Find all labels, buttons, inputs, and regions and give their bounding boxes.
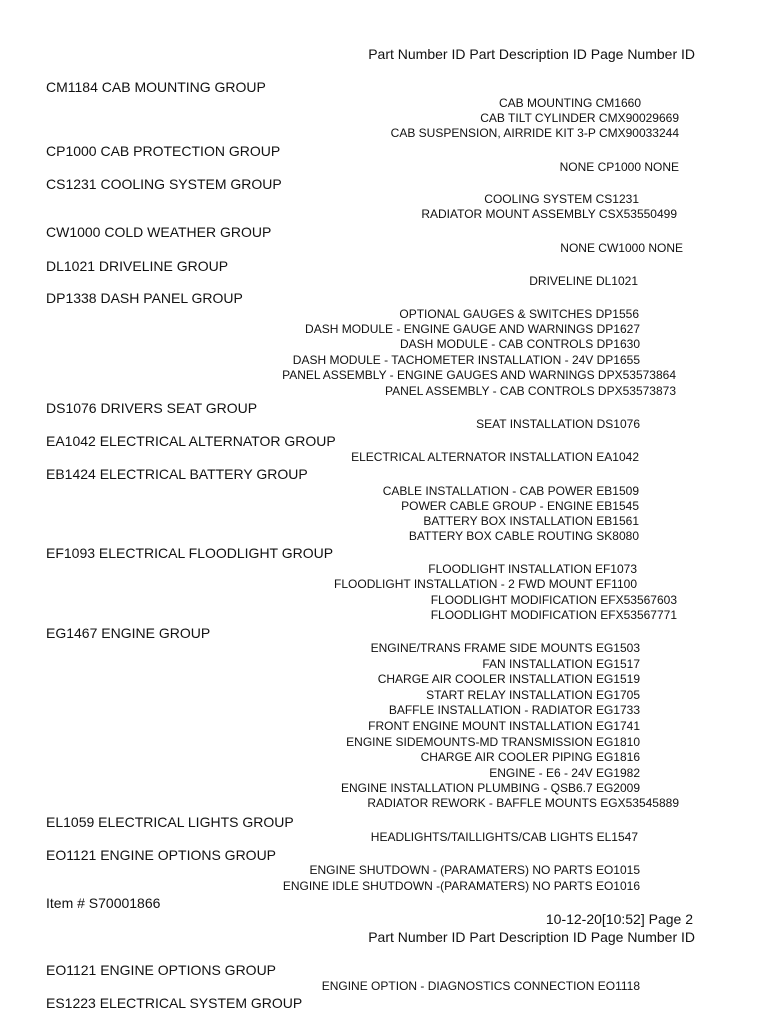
part-line: ENGINE SIDEMOUNTS-MD TRANSMISSION EG1810	[346, 735, 640, 749]
part-line: START RELAY INSTALLATION EG1705	[426, 688, 640, 702]
part-line: ELECTRICAL ALTERNATOR INSTALLATION EA1042	[351, 450, 639, 464]
part-line: DASH MODULE - CAB CONTROLS DP1630	[399, 337, 640, 351]
part-line: BAFFLE INSTALLATION - RADIATOR EG1733	[388, 703, 640, 717]
group-title: CP1000 CAB PROTECTION GROUP	[46, 143, 281, 159]
part-line: ENGINE IDLE SHUTDOWN -(PARAMATERS) NO PARTS EO1016	[282, 879, 640, 893]
part-line: ENGINE OPTION - DIAGNOSTICS CONNECTION EO1118	[321, 979, 640, 993]
column-header: Part Number ID Part Description ID Page Number ID	[368, 46, 695, 62]
group-title: EF1093 ELECTRICAL FLOODLIGHT GROUP	[46, 545, 334, 561]
group-title: EB1424 ELECTRICAL BATTERY GROUP	[46, 466, 308, 482]
part-line: RADIATOR REWORK - BAFFLE MOUNTS EGX53545889	[367, 796, 679, 810]
group-title: CW1000 COLD WEATHER GROUP	[46, 224, 272, 240]
part-line: CAB SUSPENSION, AIRRIDE KIT 3-P CMX90033244	[390, 126, 679, 140]
part-line: CAB TILT CYLINDER CMX90029669	[480, 111, 679, 125]
part-line: ENGINE SHUTDOWN - (PARAMATERS) NO PARTS EO1015	[309, 863, 640, 877]
part-line: OPTIONAL GAUGES & SWITCHES DP1556	[399, 307, 639, 321]
part-line: BATTERY BOX CABLE ROUTING SK8080	[408, 529, 639, 543]
group-title: DP1338 DASH PANEL GROUP	[46, 290, 243, 306]
part-line: HEADLIGHTS/TAILLIGHTS/CAB LIGHTS EL1547	[370, 830, 638, 844]
part-line: DASH MODULE - ENGINE GAUGE AND WARNINGS DP1627	[305, 322, 640, 336]
part-line: PANEL ASSEMBLY - ENGINE GAUGES AND WARNINGS DPX53573864	[282, 368, 676, 382]
part-line: PANEL ASSEMBLY - CAB CONTROLS DPX53573873	[384, 384, 676, 398]
page-timestamp: 10-12-20[10:52] Page 2	[545, 911, 693, 927]
part-line: NONE CW1000 NONE	[560, 241, 683, 255]
part-line: ENGINE INSTALLATION PLUMBING - QSB6.7 EG2009	[341, 781, 640, 795]
column-header: Part Number ID Part Description ID Page Number ID	[368, 929, 695, 945]
group-title: EA1042 ELECTRICAL ALTERNATOR GROUP	[46, 433, 336, 449]
group-title: EO1121 ENGINE OPTIONS GROUP	[46, 962, 277, 978]
part-line: DASH MODULE - TACHOMETER INSTALLATION - 24V DP1655	[292, 353, 640, 367]
part-line: ENGINE - E6 - 24V EG1982	[489, 766, 640, 780]
part-line: FRONT ENGINE MOUNT INSTALLATION EG1741	[368, 719, 640, 733]
part-line: CHARGE AIR COOLER PIPING EG1816	[420, 750, 640, 764]
part-line: CAB MOUNTING CM1660	[498, 96, 641, 110]
part-line: FLOODLIGHT INSTALLATION EF1073	[428, 562, 637, 576]
part-line: NONE CP1000 NONE	[559, 160, 679, 174]
part-line: BATTERY BOX INSTALLATION EB1561	[423, 514, 639, 528]
group-title: EO1121 ENGINE OPTIONS GROUP	[46, 847, 277, 863]
group-title: DL1021 DRIVELINE GROUP	[46, 258, 229, 274]
part-line: COOLING SYSTEM CS1231	[484, 192, 639, 206]
part-line: CHARGE AIR COOLER INSTALLATION EG1519	[377, 672, 640, 686]
part-line: ENGINE/TRANS FRAME SIDE MOUNTS EG1503	[370, 641, 640, 655]
part-line: FLOODLIGHT MODIFICATION EFX53567603	[430, 593, 677, 607]
group-title: DS1076 DRIVERS SEAT GROUP	[46, 400, 258, 416]
part-line: SEAT INSTALLATION DS1076	[476, 417, 640, 431]
part-line: CABLE INSTALLATION - CAB POWER EB1509	[382, 484, 639, 498]
group-title: EL1059 ELECTRICAL LIGHTS GROUP	[46, 814, 294, 830]
group-title: EG1467 ENGINE GROUP	[46, 625, 211, 641]
part-line: FLOODLIGHT INSTALLATION - 2 FWD MOUNT EF1100	[334, 577, 637, 591]
group-title: CS1231 COOLING SYSTEM GROUP	[46, 176, 282, 192]
part-line: FAN INSTALLATION EG1517	[482, 657, 640, 671]
group-title: ES1223 ELECTRICAL SYSTEM GROUP	[46, 995, 303, 1011]
item-number: Item # S70001866	[46, 895, 161, 911]
part-line: RADIATOR MOUNT ASSEMBLY CSX53550499	[421, 207, 677, 221]
part-line: DRIVELINE DL1021	[529, 274, 638, 288]
part-line: POWER CABLE GROUP - ENGINE EB1545	[401, 499, 639, 513]
part-line: FLOODLIGHT MODIFICATION EFX53567771	[430, 608, 677, 622]
group-title: CM1184 CAB MOUNTING GROUP	[46, 79, 266, 95]
